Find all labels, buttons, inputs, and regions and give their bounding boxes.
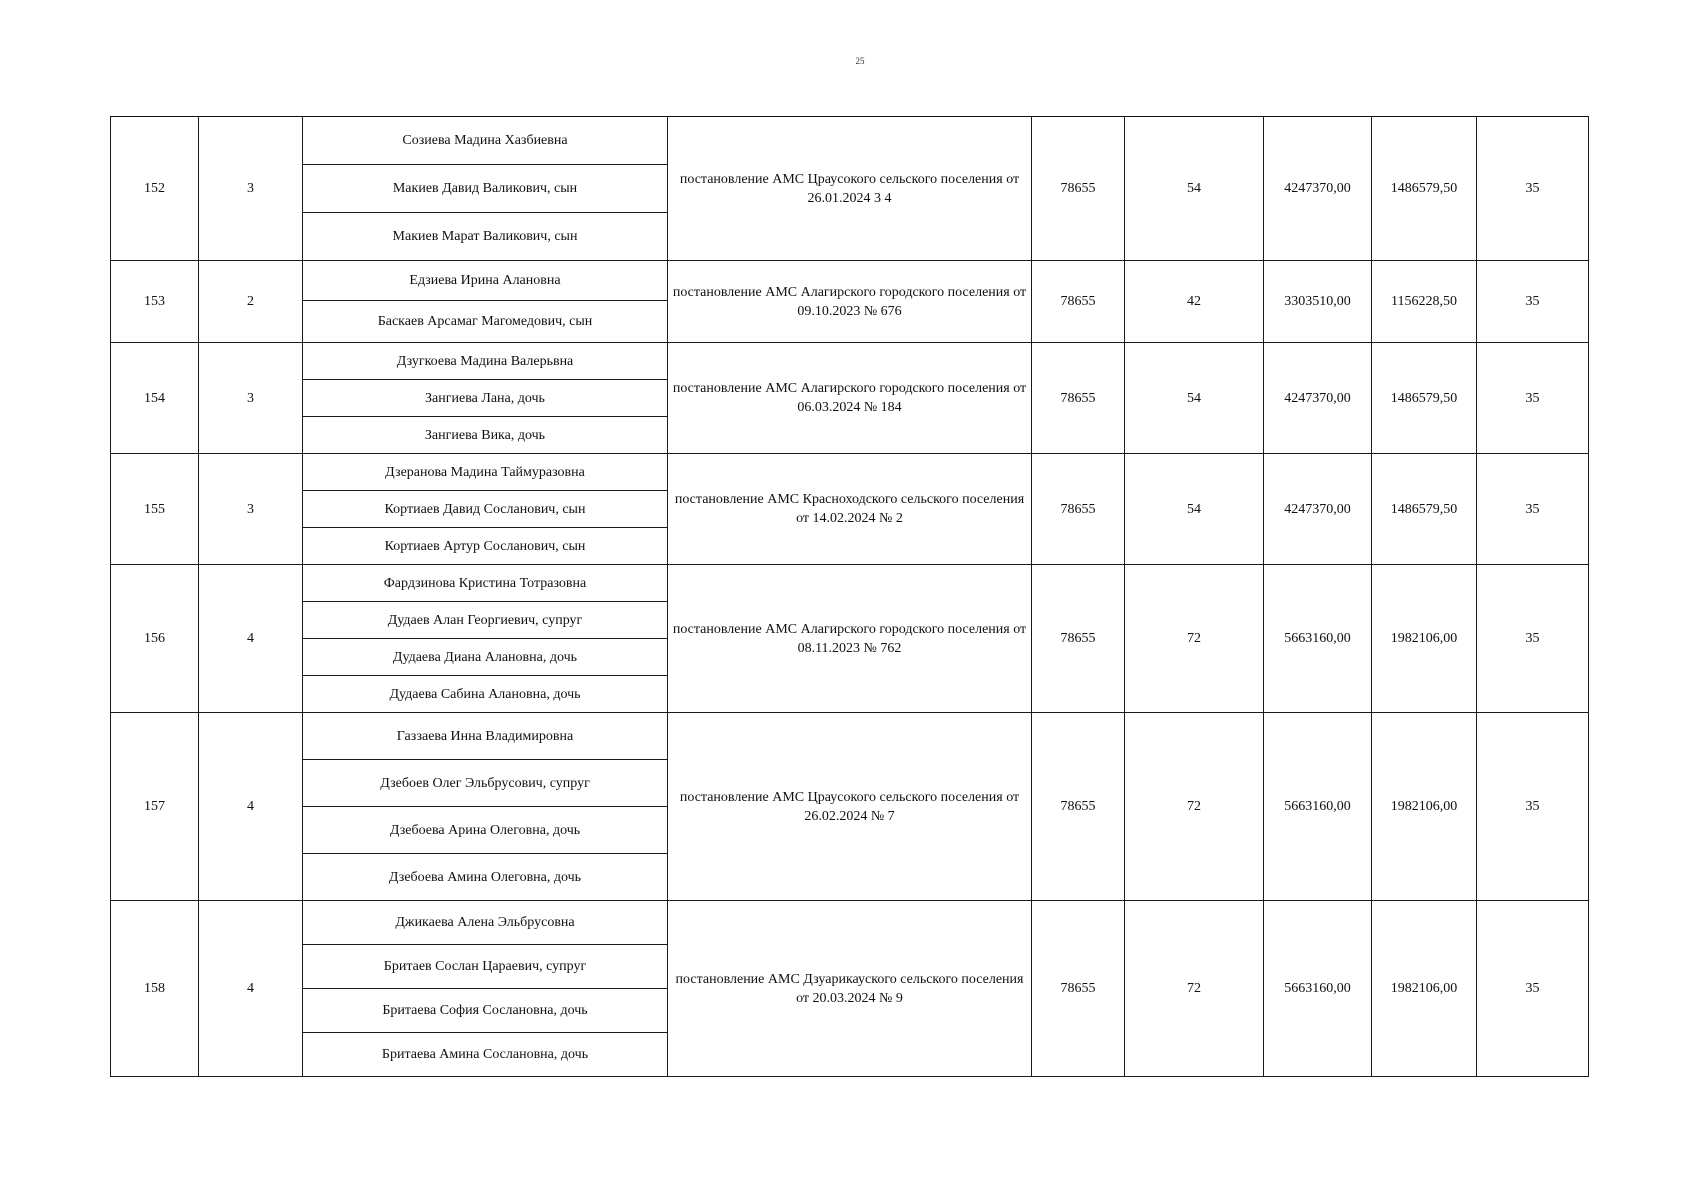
social-payment: 1982106,00 (1372, 565, 1477, 713)
page-number: 25 (855, 56, 865, 66)
table-row (111, 261, 1589, 301)
social-payment: 1486579,50 (1372, 454, 1477, 565)
member-name: Дудаева Диана Алановна, дочь (303, 639, 668, 676)
members-count: 2 (199, 261, 303, 343)
decision-document: постановление АМС Цраусокого сельского поселения от 26.02.2024 № 7 (668, 713, 1032, 901)
members-count: 3 (199, 343, 303, 454)
housing-cost: 5663160,00 (1264, 713, 1372, 901)
members-count: 4 (199, 565, 303, 713)
member-name: Кортиаев Давид Сосланович, сын (303, 491, 668, 528)
group-number: 158 (111, 901, 199, 1077)
member-name: Газзаева Инна Владимировна (303, 713, 668, 760)
group-number: 153 (111, 261, 199, 343)
payment-percent: 35 (1477, 901, 1589, 1077)
members-count: 4 (199, 713, 303, 901)
housing-cost: 5663160,00 (1264, 565, 1372, 713)
cost-norm: 78655 (1032, 454, 1125, 565)
housing-cost: 4247370,00 (1264, 117, 1372, 261)
housing-area: 54 (1125, 454, 1264, 565)
social-payment: 1486579,50 (1372, 343, 1477, 454)
payment-percent: 35 (1477, 117, 1589, 261)
table-row (111, 454, 1589, 491)
group-number: 156 (111, 565, 199, 713)
table-row (111, 343, 1589, 380)
decision-document: постановление АМС Алагирского городского поселения от 08.11.2023 № 762 (668, 565, 1032, 713)
table-row (111, 117, 1589, 165)
decision-document: постановление АМС Алагирского городского поселения от 06.03.2024 № 184 (668, 343, 1032, 454)
member-name: Зангиева Лана, дочь (303, 380, 668, 417)
member-name: Джикаева Алена Эльбрусовна (303, 901, 668, 945)
member-name: Дзебоев Олег Эльбрусович, супруг (303, 760, 668, 807)
housing-area: 72 (1125, 565, 1264, 713)
group-number: 155 (111, 454, 199, 565)
social-payment: 1982106,00 (1372, 713, 1477, 901)
cost-norm: 78655 (1032, 713, 1125, 901)
decision-document: постановление АМС Дзуарикауского сельского поселения от 20.03.2024 № 9 (668, 901, 1032, 1077)
member-name: Созиева Мадина Хазбиевна (303, 117, 668, 165)
member-name: Дзебоева Арина Олеговна, дочь (303, 807, 668, 854)
table-row (111, 565, 1589, 602)
member-name: Фардзинова Кристина Тотразовна (303, 565, 668, 602)
members-count: 3 (199, 117, 303, 261)
decision-document: постановление АМС Цраусокого сельского поселения от 26.01.2024 3 4 (668, 117, 1032, 261)
housing-cost: 4247370,00 (1264, 454, 1372, 565)
housing-cost: 4247370,00 (1264, 343, 1372, 454)
decision-document: постановление АМС Красноходского сельского поселения от 14.02.2024 № 2 (668, 454, 1032, 565)
cost-norm: 78655 (1032, 117, 1125, 261)
member-name: Баскаев Арсамаг Магомедович, сын (303, 301, 668, 343)
cost-norm: 78655 (1032, 901, 1125, 1077)
housing-cost: 3303510,00 (1264, 261, 1372, 343)
payment-percent: 35 (1477, 343, 1589, 454)
payment-percent: 35 (1477, 261, 1589, 343)
housing-area: 54 (1125, 117, 1264, 261)
group-number: 154 (111, 343, 199, 454)
group-number: 157 (111, 713, 199, 901)
housing-area: 72 (1125, 713, 1264, 901)
cost-norm: 78655 (1032, 565, 1125, 713)
table-row (111, 901, 1589, 945)
member-name: Дзеранова Мадина Таймуразовна (303, 454, 668, 491)
member-name: Бритаева София Сослановна, дочь (303, 989, 668, 1033)
member-name: Бритаева Амина Сослановна, дочь (303, 1033, 668, 1077)
housing-area: 54 (1125, 343, 1264, 454)
member-name: Макиев Марат Валикович, сын (303, 213, 668, 261)
member-name: Зангиева Вика, дочь (303, 417, 668, 454)
member-name: Дзебоева Амина Олеговна, дочь (303, 854, 668, 901)
member-name: Бритаев Сослан Цараевич, супруг (303, 945, 668, 989)
social-payment: 1982106,00 (1372, 901, 1477, 1077)
cost-norm: 78655 (1032, 343, 1125, 454)
group-number: 152 (111, 117, 199, 261)
recipients-table (110, 116, 1589, 1077)
housing-area: 42 (1125, 261, 1264, 343)
table-body (111, 117, 1589, 1077)
member-name: Макиев Давид Валикович, сын (303, 165, 668, 213)
social-payment: 1486579,50 (1372, 117, 1477, 261)
social-payment: 1156228,50 (1372, 261, 1477, 343)
members-count: 3 (199, 454, 303, 565)
housing-area: 72 (1125, 901, 1264, 1077)
payment-percent: 35 (1477, 565, 1589, 713)
decision-document: постановление АМС Алагирского городского поселения от 09.10.2023 № 676 (668, 261, 1032, 343)
member-name: Дудаев Алан Георгиевич, супруг (303, 602, 668, 639)
member-name: Едзиева Ирина Алановна (303, 261, 668, 301)
members-count: 4 (199, 901, 303, 1077)
housing-cost: 5663160,00 (1264, 901, 1372, 1077)
member-name: Дзугкоева Мадина Валерьвна (303, 343, 668, 380)
member-name: Кортиаев Артур Сосланович, сын (303, 528, 668, 565)
table-row (111, 713, 1589, 760)
payment-percent: 35 (1477, 454, 1589, 565)
member-name: Дудаева Сабина Алановна, дочь (303, 676, 668, 713)
payment-percent: 35 (1477, 713, 1589, 901)
cost-norm: 78655 (1032, 261, 1125, 343)
